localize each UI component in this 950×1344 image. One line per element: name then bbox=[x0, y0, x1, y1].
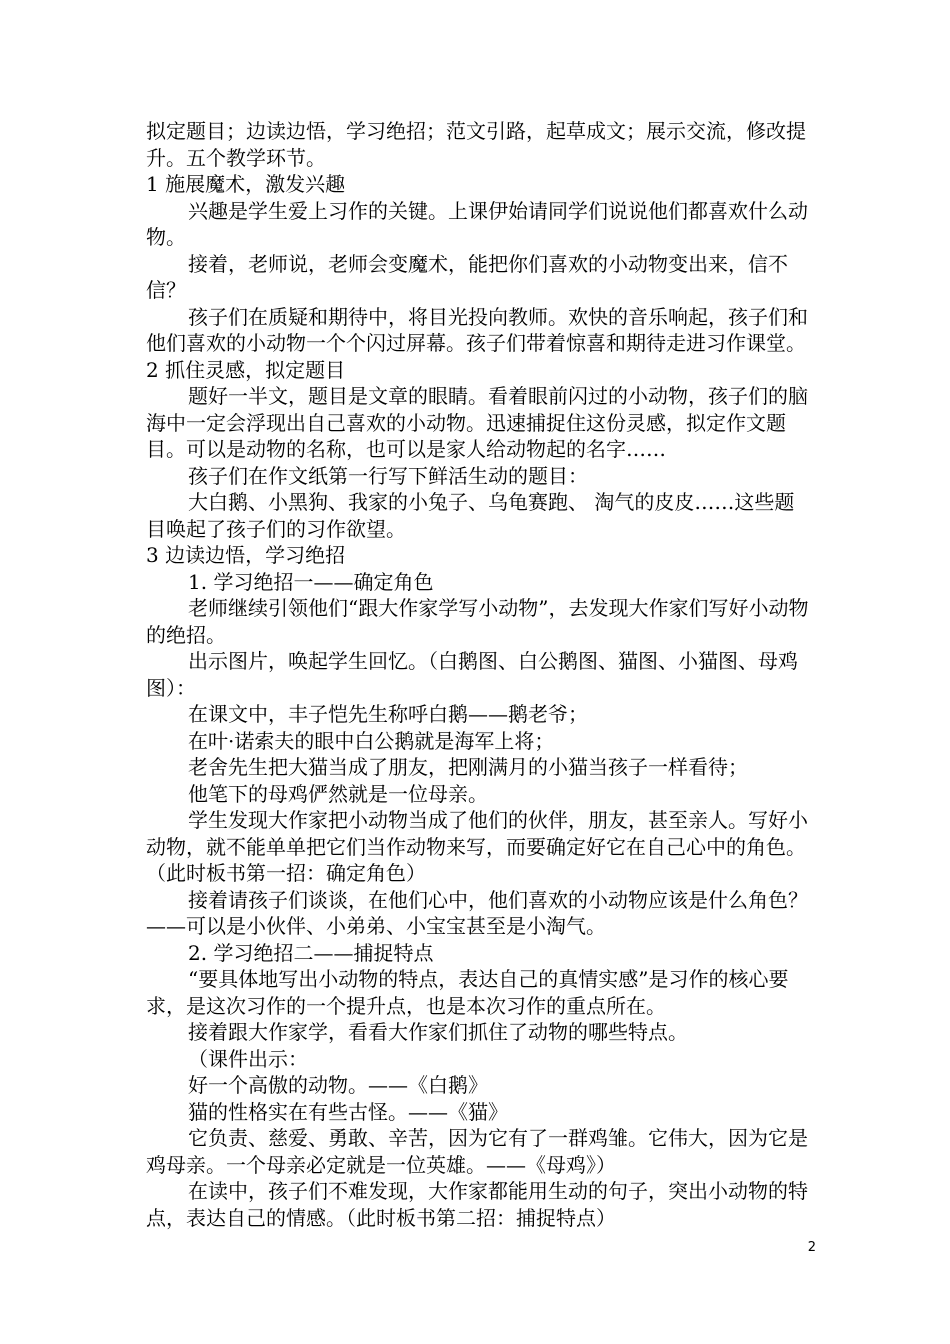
paragraph: 大白鹅、小黑狗、我家的小兔子、乌龟赛跑、 淘气的皮皮……这些题目唤起了孩子们的习作欲望。 bbox=[146, 490, 795, 541]
paragraph: 猫的性格实在有些古怪。——《猫》 bbox=[188, 1099, 508, 1124]
document-body bbox=[146, 118, 810, 1231]
paragraph: 孩子们在质疑和期待中，将目光投向教师。欢快的音乐响起，孩子们和他们喜欢的小动物一个个闪过屏幕。孩子们带着惊喜和期待走进习作课堂。 bbox=[146, 304, 808, 355]
paragraph: 2 抓住灵感，拟定题目 bbox=[146, 357, 346, 382]
paragraph: 在读中，孩子们不难发现，大作家都能用生动的句子，突出小动物的特点，表达自己的情感。（此时板书第二招：捕捉特点） bbox=[146, 1179, 808, 1230]
paragraph: 在叶·诺索夫的眼中白公鹅就是海军上将； bbox=[188, 728, 555, 753]
paragraph: 接着跟大作家学，看看大作家们抓住了动物的哪些特点。 bbox=[188, 1020, 688, 1044]
paragraph: 它负责、慈爱、勇敢、辛苦，因为它有了一群鸡雏。它伟大，因为它是鸡母亲。一个母亲必定就是一位英雄。——《母鸡》） bbox=[146, 1126, 808, 1177]
page-number: 2 bbox=[807, 1240, 816, 1255]
paragraph: 孩子们在作文纸第一行写下鲜活生动的题目： bbox=[188, 463, 588, 488]
paragraph: 老舍先生把大猫当成了朋友，把刚满月的小猫当孩子一样看待； bbox=[188, 755, 748, 779]
paragraph: 在课文中，丰子恺先生称呼白鹅——鹅老爷； bbox=[188, 702, 588, 726]
paragraph: “要具体地写出小动物的特点，表达自己的真情实感”是习作的核心要求，是这次习作的一个提升点，也是本次习作的重点所在。 bbox=[146, 967, 789, 1018]
paragraph: 3 边读边悟，学习绝招 bbox=[146, 543, 346, 567]
paragraph: 好一个高傲的动物。——《白鹅》 bbox=[188, 1073, 488, 1097]
paragraph: 接着请孩子们谈谈，在他们心中，他们喜欢的小动物应该是什么角色？——可以是小伙伴、小弟弟、小宝宝甚至是小淘气。 bbox=[146, 887, 808, 938]
paragraph: 他笔下的母鸡俨然就是一位母亲。 bbox=[188, 781, 488, 806]
paragraph: 出示图片，唤起学生回忆。（白鹅图、白公鹅图、猫图、小猫图、母鸡图）： bbox=[146, 649, 798, 700]
paragraph: 老师继续引领他们“跟大作家学写小动物”，去发现大作家们写好小动物的绝招。 bbox=[146, 596, 809, 647]
paragraph: 学生发现大作家把小动物当成了他们的伙伴，朋友，甚至亲人。写好小动物，就不能单单把它们当作动物来写，而要确定好它在自己心中的角色。（此时板书第一招：确定角色） bbox=[146, 808, 808, 885]
paragraph: 接着，老师说，老师会变魔术，能把你们喜欢的小动物变出来，信不信？ bbox=[146, 251, 788, 302]
paragraph: 2. 学习绝招二——捕捉特点 bbox=[188, 940, 434, 965]
paragraph: 题好一半文，题目是文章的眼睛。看着眼前闪过的小动物，孩子们的脑海中一定会浮现出自己喜欢的小动物。迅速捕捉住这份灵感，拟定作文题目。可以是动物的名称，也可以是家人给动物起的名字…… bbox=[146, 384, 808, 461]
paragraph: 1. 学习绝招一——确定角色 bbox=[188, 569, 434, 594]
paragraph: （课件出示： bbox=[188, 1046, 308, 1071]
paragraph: 拟定题目；边读边悟，学习绝招；范文引路，起草成文；展示交流，修改提升。五个教学环节。 bbox=[146, 119, 806, 170]
paragraph: 兴趣是学生爱上习作的关键。上课伊始请同学们说说他们都喜欢什么动物。 bbox=[146, 198, 808, 249]
paragraph: 1 施展魔术，激发兴趣 bbox=[146, 172, 346, 196]
